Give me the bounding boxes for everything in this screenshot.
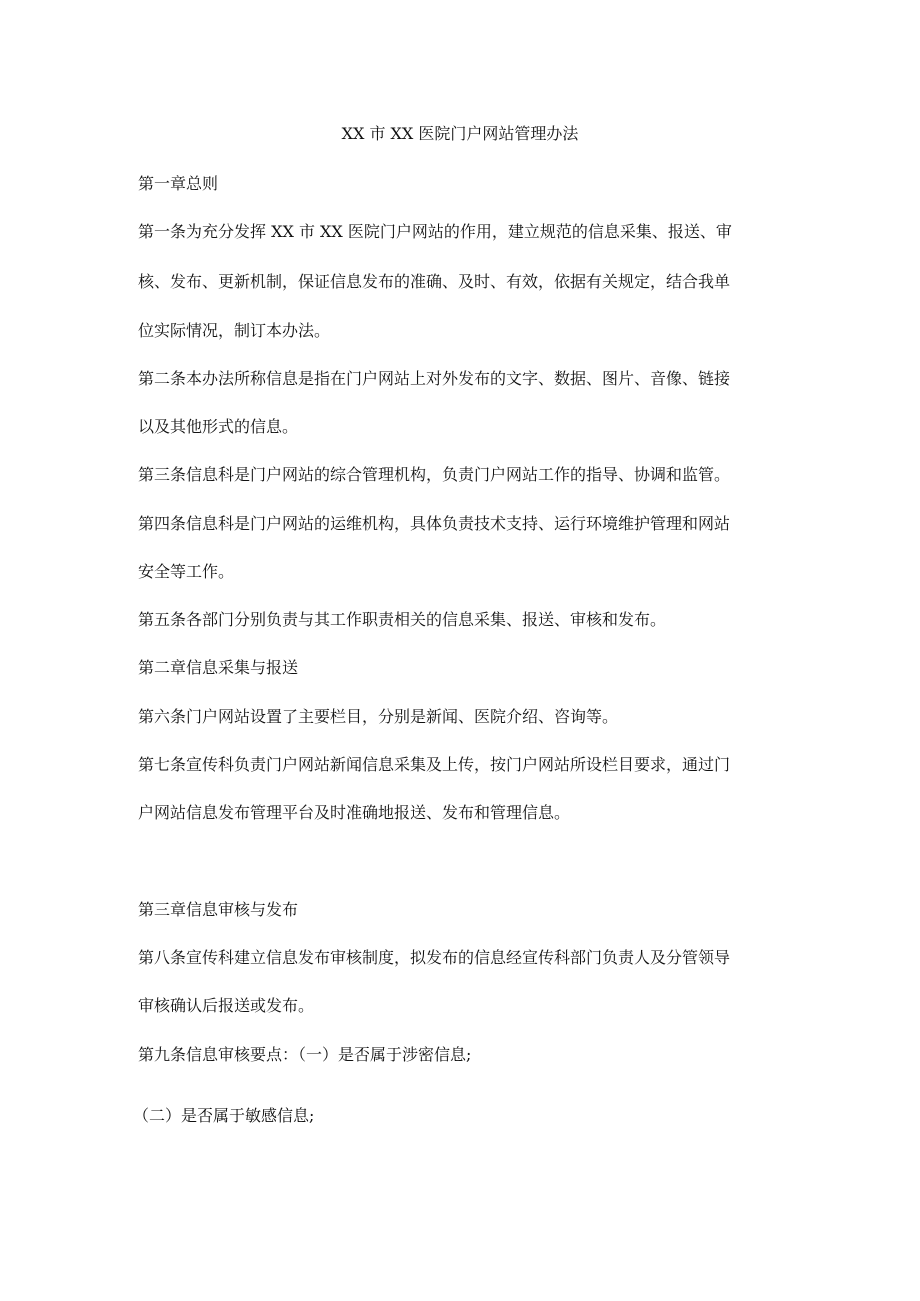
chapter-1-heading: 第一章总则 xyxy=(138,174,219,193)
article-2-line-1: 第二条本办法所称信息是指在门户网站上对外发布的文字、数据、图片、音像、链接 xyxy=(138,369,731,388)
article-1-line-1: 第一条为充分发挥 XX 市 XX 医院门户网站的作用，建立规范的信息采集、报送、审 xyxy=(138,222,732,241)
article-8-line-1: 第八条宣传科建立信息发布审核制度，拟发布的信息经宣传科部门负责人及分管领导 xyxy=(138,948,731,967)
article-3: 第三条信息科是门户网站的综合管理机构，负责门户网站工作的指导、协调和监管。 xyxy=(138,465,731,484)
document-title: XX 市 XX 医院门户网站管理办法 xyxy=(341,124,579,143)
article-7-line-2: 户网站信息发布管理平台及时准确地报送、发布和管理信息。 xyxy=(138,803,571,822)
article-1-line-2: 核、发布、更新机制，保证信息发布的准确、及时、有效，依据有关规定，结合我单 xyxy=(138,272,731,291)
article-2-line-2: 以及其他形式的信息。 xyxy=(138,417,299,436)
article-6: 第六条门户网站设置了主要栏目，分别是新闻、医院介绍、咨询等。 xyxy=(138,707,619,726)
chapter-3-heading: 第三章信息审核与发布 xyxy=(138,900,299,919)
article-8-line-2: 审核确认后报送或发布。 xyxy=(138,996,315,1015)
chapter-2-heading: 第二章信息采集与报送 xyxy=(138,658,299,677)
article-1-line-3: 位实际情况，制订本办法。 xyxy=(138,321,331,340)
article-7-line-1: 第七条宣传科负责门户网站新闻信息采集及上传，按门户网站所设栏目要求，通过门 xyxy=(138,755,731,774)
article-4-line-2: 安全等工作。 xyxy=(138,562,235,581)
article-4-line-1: 第四条信息科是门户网站的运维机构，具体负责技术支持、运行环境维护管理和网站 xyxy=(138,514,731,533)
article-5: 第五条各部门分别负责与其工作职责相关的信息采集、报送、审核和发布。 xyxy=(138,610,667,629)
article-9-line-1: 第九条信息审核要点：（一）是否属于涉密信息; xyxy=(138,1045,472,1064)
article-9-item-2: （二）是否属于敏感信息; xyxy=(133,1106,315,1125)
